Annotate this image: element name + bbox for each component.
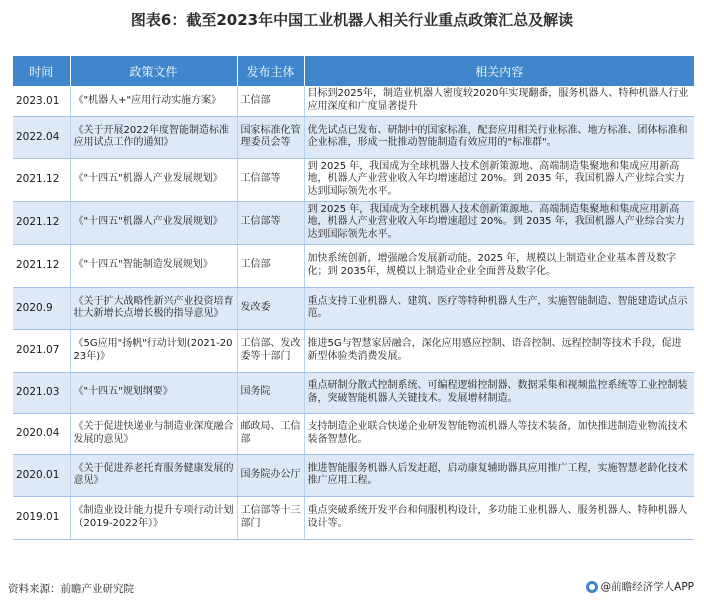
cell-content: 推进智能服务机器人后发赶超，启动康复辅助器具应用推广工程，实施智慧老龄化技术推广应用工程。 — [304, 454, 694, 496]
header-issuer: 发布主体 — [237, 56, 304, 86]
cell-issuer: 工信部 — [237, 244, 304, 287]
cell-time: 2021.12 — [13, 158, 70, 201]
cell-time: 2020.01 — [13, 454, 70, 496]
table-row — [13, 158, 694, 201]
table-row — [13, 329, 694, 372]
cell-issuer: 国家标准化管理委员会等 — [237, 116, 304, 158]
cell-content: 优先试点已发布、研制中的国家标准，配套应用相关行业标准、地方标准、团体标准和企业标准，形成一批推动智能制造有效应用的"标准群"。 — [304, 116, 694, 158]
table-row — [13, 372, 694, 413]
table-row — [13, 116, 694, 158]
cell-time: 2023.01 — [13, 86, 70, 116]
cell-policy-doc: 《关于促进养老托育服务健康发展的意见》 — [70, 454, 237, 496]
cell-time: 2019.01 — [13, 496, 70, 539]
cell-content: 到 2025 年，我国成为全球机器人技术创新策源地、高端制造集聚地和集成应用新高地，机器人产业营业收入年均增速超过 20%。到 2035 年，我国机器人产业综合实力达到国际领先水平。 — [304, 201, 694, 244]
chart-title: 图表6：截至2023年中国工业机器人相关行业重点政策汇总及解读 — [130, 11, 574, 29]
cell-policy-doc: 《制造业设计能力提升专项行动计划（2019-2022年）》 — [70, 496, 237, 539]
table-row — [13, 287, 694, 329]
cell-issuer: 国务院办公厅 — [237, 454, 304, 496]
cell-issuer: 国务院 — [237, 372, 304, 413]
cell-issuer: 工信部等十三部门 — [237, 496, 304, 539]
brand-credit-text: @前瞻经济学人APP — [600, 581, 694, 593]
policy-table — [13, 56, 694, 540]
header-time: 时间 — [13, 56, 70, 86]
table-row — [13, 201, 694, 244]
cell-policy-doc: 《"十四五"机器人产业发展规划》 — [70, 201, 237, 244]
cell-policy-doc: 《"十四五"智能制造发展规划》 — [70, 244, 237, 287]
cell-content: 加快系统创新，增强融合发展新动能。2025 年，规模以上制造业企业基本普及数字化；到 2035年，规模以上制造业企业全面普及数字化。 — [304, 244, 694, 287]
table-row — [13, 496, 694, 539]
cell-policy-doc: 《"十四五"规划纲要》 — [70, 372, 237, 413]
cell-policy-doc: 《"机器人+"应用行动实施方案》 — [70, 86, 237, 116]
header-content: 相关内容 — [304, 56, 694, 86]
cell-policy-doc: 《"十四五"机器人产业发展规划》 — [70, 158, 237, 201]
cell-issuer: 工信部、发改委等十部门 — [237, 329, 304, 372]
cell-content: 重点支持工业机器人、建筑、医疗等特种机器人生产，实施智能制造、智能建造试点示范。 — [304, 287, 694, 329]
cell-policy-doc: 《关于扩大战略性新兴产业投资培育壮大新增长点增长极的指导意见》 — [70, 287, 237, 329]
cell-time: 2021.03 — [13, 372, 70, 413]
cell-time: 2021.12 — [13, 244, 70, 287]
cell-time: 2020.9 — [13, 287, 70, 329]
cell-policy-doc: 《5G应用"扬帆"行动计划(2021-2023年)》 — [70, 329, 237, 372]
cell-time: 2021.07 — [13, 329, 70, 372]
cell-time: 2021.12 — [13, 201, 70, 244]
cell-time: 2022.04 — [13, 116, 70, 158]
table-row — [13, 86, 694, 116]
brand-logo-icon — [586, 581, 598, 593]
cell-content: 支持制造企业联合快递企业研发智能物流机器人等技术装备，加快推进制造业物流技术装备智慧化。 — [304, 413, 694, 454]
cell-content: 重点研制分散式控制系统、可编程逻辑控制器、数据采集和视频监控系统等工业控制装备，突破智能机器人关键技术。发展增材制造。 — [304, 372, 694, 413]
cell-policy-doc: 《关于促进快递业与制造业深度融合发展的意见》 — [70, 413, 237, 454]
cell-content: 推进5G与智慧家居融合，深化应用感应控制、语音控制、远程控制等技术手段，促进新型体验类消费发展。 — [304, 329, 694, 372]
table-row — [13, 413, 694, 454]
table-row — [13, 244, 694, 287]
cell-issuer: 发改委 — [237, 287, 304, 329]
cell-issuer: 工信部等 — [237, 201, 304, 244]
cell-issuer: 工信部 — [237, 86, 304, 116]
source-note: 资料来源：前瞻产业研究院 — [8, 583, 134, 595]
table-row — [13, 454, 694, 496]
cell-policy-doc: 《关于开展2022年度智能制造标准应用试点工作的通知》 — [70, 116, 237, 158]
cell-issuer: 邮政局、工信部 — [237, 413, 304, 454]
header-policy-doc: 政策文件 — [70, 56, 237, 86]
cell-content: 到 2025 年，我国成为全球机器人技术创新策源地、高端制造集聚地和集成应用新高地，机器人产业营业收入年均增速超过 20%。到 2035 年，我国机器人产业综合实力达到国际领先水平。 — [304, 158, 694, 201]
cell-time: 2020.04 — [13, 413, 70, 454]
table-header-row — [13, 56, 694, 86]
cell-content: 目标到2025年，制造业机器人密度较2020年实现翻番，服务机器人、特种机器人行业应用深度和广度显著提升 — [304, 86, 694, 116]
brand-credit — [586, 579, 694, 594]
cell-content: 重点突破系统开发平台和伺服机构设计，多功能工业机器人、服务机器人、特种机器人设计等。 — [304, 496, 694, 539]
cell-issuer: 工信部等 — [237, 158, 304, 201]
